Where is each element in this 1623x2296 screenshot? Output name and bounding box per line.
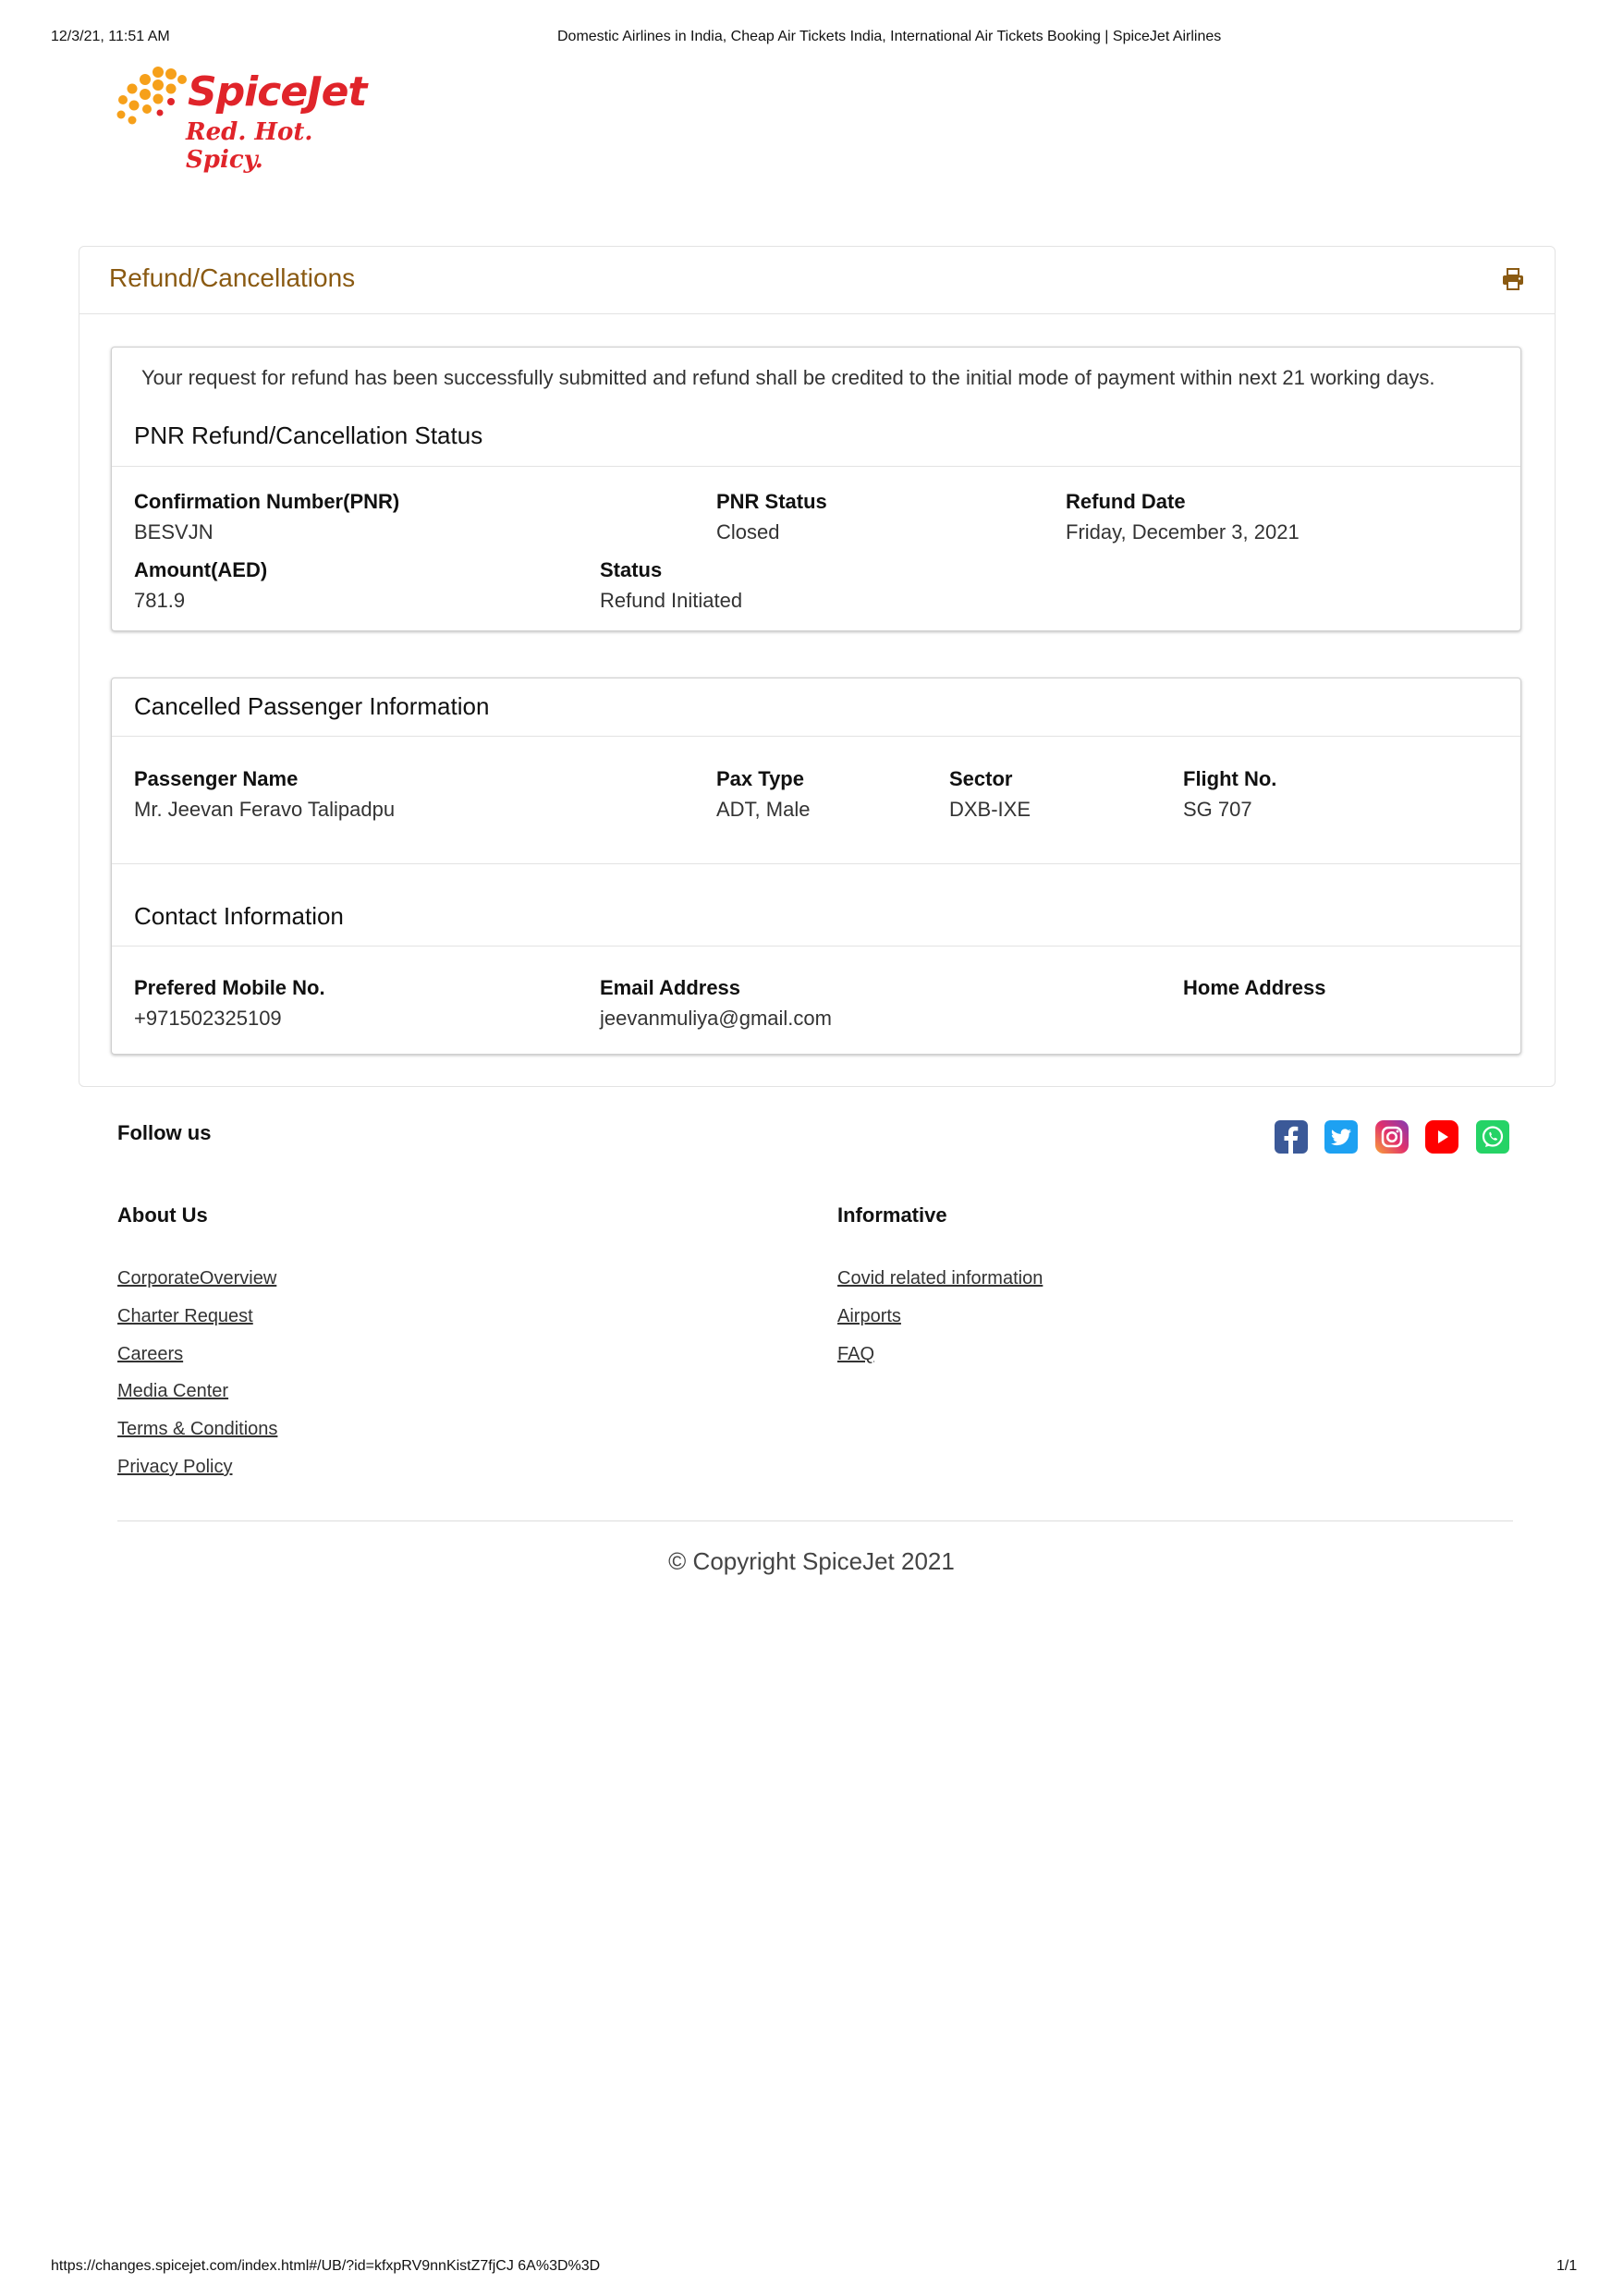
status-label: Status <box>600 558 663 581</box>
print-page-number: 1/1 <box>1556 2258 1578 2274</box>
twitter-icon[interactable] <box>1324 1120 1358 1154</box>
pnr-status-label: PNR Status <box>716 490 827 513</box>
airports-link[interactable]: Airports <box>837 1306 901 1326</box>
whatsapp-icon[interactable] <box>1476 1120 1509 1154</box>
status-value: Refund Initiated <box>600 589 743 612</box>
refund-card <box>79 246 1556 1087</box>
logo-wordmark: SpiceJet <box>188 68 367 116</box>
pnr-value: BESVJN <box>134 520 214 543</box>
pnr-status-value: Closed <box>716 520 780 543</box>
mobile-value: +971502325109 <box>134 1007 282 1030</box>
passenger-name-header: Passenger Name <box>134 767 299 790</box>
flight-no-value: SG 707 <box>1183 798 1252 821</box>
logo-dots-icon <box>114 65 191 129</box>
refund-status-panel <box>111 347 1521 631</box>
careers-link[interactable]: Careers <box>117 1344 184 1364</box>
refund-date-value: Friday, December 3, 2021 <box>1066 520 1300 543</box>
refund-message: Your request for refund has been successfully submitted and refund shall be credited to the initial mode of payment within next 21 working days. <box>141 366 1435 389</box>
sector-header: Sector <box>949 767 1013 790</box>
refund-status-title: PNR Refund/Cancellation Status <box>134 421 483 449</box>
pax-type-header: Pax Type <box>716 767 804 790</box>
covid-information-link[interactable]: Covid related information <box>837 1268 1043 1288</box>
about-us-heading: About Us <box>117 1203 208 1227</box>
sector-value: DXB-IXE <box>949 798 1031 821</box>
footer-divider <box>117 1520 1513 1521</box>
print-url: https://changes.spicejet.com/index.html#/UB/?id=kfxpRV9nnKistZ7fjCJ 6A%3D%3D <box>51 2258 601 2274</box>
print-icon[interactable] <box>1501 267 1525 291</box>
terms-conditions-link[interactable]: Terms & Conditions <box>117 1419 278 1439</box>
print-page-title: Domestic Airlines in India, Cheap Air Tickets India, International Air Tickets Booking | SpiceJet Airlines <box>557 29 1222 44</box>
email-value: jeevanmuliya@gmail.com <box>600 1007 832 1030</box>
print-datetime: 12/3/21, 11:51 AM <box>51 29 170 44</box>
passenger-section-title: Cancelled Passenger Information <box>134 692 490 720</box>
home-address-label: Home Address <box>1183 976 1326 999</box>
passenger-name-value: Mr. Jeevan Feravo Talipadpu <box>134 798 396 821</box>
mobile-label: Prefered Mobile No. <box>134 976 325 999</box>
divider <box>112 736 1520 737</box>
pnr-label: Confirmation Number(PNR) <box>134 490 400 513</box>
flight-no-header: Flight No. <box>1183 767 1277 790</box>
corporate-overview-link[interactable]: CorporateOverview <box>117 1268 277 1288</box>
contact-section-title: Contact Information <box>134 902 344 930</box>
informative-heading: Informative <box>837 1203 947 1227</box>
logo-tagline: Red. Hot. Spicy. <box>186 118 313 174</box>
amount-label: Amount(AED) <box>134 558 268 581</box>
spicejet-logo[interactable] <box>114 61 367 174</box>
email-label: Email Address <box>600 976 741 999</box>
amount-value: 781.9 <box>134 589 186 612</box>
facebook-icon[interactable] <box>1275 1120 1308 1154</box>
divider <box>112 466 1520 467</box>
passenger-contact-panel <box>111 678 1521 1055</box>
card-header <box>79 247 1555 314</box>
charter-request-link[interactable]: Charter Request <box>117 1306 253 1326</box>
page-title: Refund/Cancellations <box>109 263 356 292</box>
faq-link[interactable]: FAQ <box>837 1344 875 1364</box>
pax-type-value: ADT, Male <box>716 798 811 821</box>
privacy-policy-link[interactable]: Privacy Policy <box>117 1457 233 1477</box>
refund-date-label: Refund Date <box>1066 490 1186 513</box>
youtube-icon[interactable] <box>1425 1120 1458 1154</box>
instagram-icon[interactable] <box>1375 1120 1409 1154</box>
media-center-link[interactable]: Media Center <box>117 1381 229 1401</box>
copyright-text: © Copyright SpiceJet 2021 <box>668 1547 955 1575</box>
divider <box>112 863 1520 864</box>
follow-us-label: Follow us <box>117 1121 212 1144</box>
